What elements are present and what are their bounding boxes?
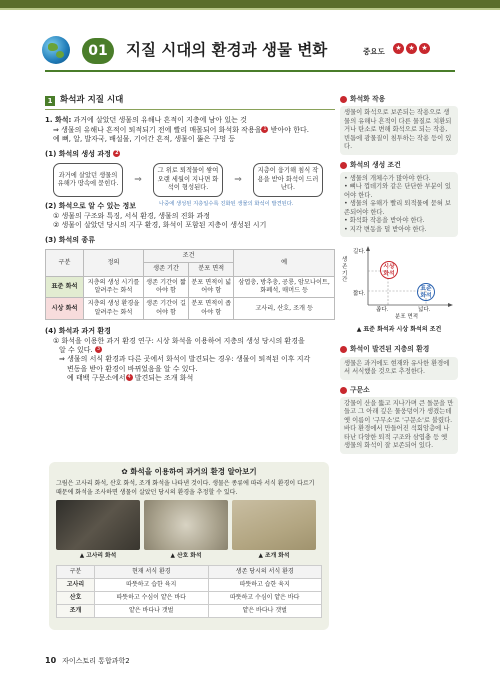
table-row bbox=[46, 276, 335, 298]
side-box bbox=[340, 161, 458, 238]
table-header: 현재 서식 환경 bbox=[95, 565, 209, 578]
photo-caption: ▲ 고사리 화석 bbox=[79, 552, 117, 559]
table-header: 구분 bbox=[57, 565, 95, 578]
star-icon: ★ bbox=[406, 43, 417, 54]
chart-y-label: 생존 기간 bbox=[342, 257, 348, 284]
habitat-table bbox=[56, 565, 322, 618]
past-item: 변동을 받아 환경이 바뀌었음을 알 수 있다. bbox=[67, 364, 198, 373]
chart-x-tick: 넓다. bbox=[418, 307, 431, 314]
footnote-marker: 3 bbox=[96, 346, 101, 352]
chart-x-tick: 좁다. bbox=[376, 307, 389, 314]
definition-line bbox=[45, 116, 335, 125]
side-box-body: 강물이 산을 뚫고 지나가며 큰 돌문을 만들고 그 아래 깊은 물웅덩이가 생겼는데 옛 이름이 '구무소'로 '구문소'로 불렸다. 바다 환경에서 만들어진 석회암층에 나타난 다양한 퇴적 구조와 삼엽충 등 옛 생물의 화석이 잘 보존되어 있다. bbox=[340, 397, 458, 454]
table-cell: 얕은 바다나 갯벌 bbox=[95, 605, 209, 618]
globe-icon bbox=[42, 36, 70, 64]
subheading-info: (2) 화석으로 알 수 있는 정보 bbox=[45, 202, 137, 211]
subheading-process bbox=[45, 150, 335, 159]
table-row bbox=[57, 605, 322, 618]
row-label: 표준 화석 bbox=[46, 276, 84, 298]
past-item-text: 알 수 있다. bbox=[59, 346, 93, 354]
book-title: 자이스토리 통합과학2 bbox=[62, 656, 130, 665]
explore-box bbox=[49, 462, 329, 630]
row-label: 조개 bbox=[57, 605, 95, 618]
chart-caption: ▲ 표준 화석과 시상 화석의 조건 bbox=[356, 326, 442, 334]
table-cell: 생존 기간이 짧아야 함 bbox=[144, 276, 189, 298]
table-cell: 고사리, 산호, 조개 등 bbox=[234, 298, 335, 320]
subheading-types: (3) 화석의 종류 bbox=[45, 235, 95, 244]
side-box-head bbox=[340, 161, 458, 170]
footnote-marker: 1 bbox=[263, 125, 267, 132]
fossil-photos bbox=[56, 500, 322, 550]
star-icon: ★ bbox=[419, 43, 430, 54]
facies-fossil-marker: 시상 화석 bbox=[380, 261, 398, 279]
info-block bbox=[45, 202, 335, 230]
past-item: ⇒ 생물의 서식 환경과 다른 곳에서 화석이 발견되는 경우: 생물이 퇴적된 이후 지각 bbox=[59, 355, 311, 364]
explore-text: 그림은 고사리 화석, 산호 화석, 조개 화석을 나타낸 것이다. 생물은 종류에 따라 서식 환경이 다르기 때문에 화석을 조사하면 생물이 살았던 당시의 환경을 추정할 수 있다. bbox=[56, 480, 315, 496]
definition: 과거에 살았던 생물의 유해나 흔적이 지층에 남아 있는 것 bbox=[71, 116, 247, 125]
side-box-title: 화석화 작용 bbox=[350, 95, 386, 103]
condition-item: • 지각 변동을 덜 받아야 한다. bbox=[344, 225, 427, 233]
importance-label: 중요도 bbox=[363, 47, 385, 56]
page-footer bbox=[45, 656, 130, 667]
table-cell: 따뜻하고 습한 육지 bbox=[208, 578, 322, 591]
subheading-past: (4) 화석과 과거 환경 bbox=[45, 327, 111, 336]
condition-item: • 생물의 개체수가 많아야 한다. bbox=[344, 174, 431, 182]
sidebar bbox=[340, 95, 458, 460]
table-cell: 따뜻하고 수심이 얕은 바다 bbox=[95, 591, 209, 604]
photo-caption: ▲ 조개 화석 bbox=[258, 552, 290, 559]
page-title: 지질 시대의 환경과 생물 변화 bbox=[126, 41, 328, 59]
table-header: 생존 당시의 서식 환경 bbox=[208, 565, 322, 578]
shell-fossil-image bbox=[232, 500, 316, 550]
index-fossil-marker: 표준 화석 bbox=[417, 283, 435, 301]
table-cell: 분포 면적이 넓어야 함 bbox=[189, 276, 234, 298]
side-note-text: 나중에 생성된 지층일수록 진화된 생물의 화석이 발견된다. bbox=[159, 201, 294, 208]
footnote-marker: 2 bbox=[115, 149, 119, 156]
top-band bbox=[0, 0, 500, 8]
explore-title: ✿ 화석을 이용하여 과거의 환경 알아보기 bbox=[121, 467, 257, 476]
condition-text: ⇒ 생물의 유해나 흔적이 퇴적되기 전에 빨리 매몰되어 화석화 작용을 bbox=[53, 125, 262, 134]
arrow-icon: ⇒ bbox=[134, 175, 142, 186]
chart-y-tick: 짧다. bbox=[353, 291, 366, 298]
condition-item: • 화석화 작용을 받아야 한다. bbox=[344, 217, 425, 225]
flow-step: 지층이 융기해 침식 작용을 받아 화석이 드러난다. bbox=[253, 163, 323, 197]
title-rule bbox=[45, 70, 455, 72]
section-heading bbox=[45, 95, 335, 110]
side-box-head bbox=[340, 345, 458, 354]
table-header: 생존 기간 bbox=[144, 263, 189, 276]
condition-line bbox=[45, 126, 335, 135]
fossil-condition-chart bbox=[340, 243, 458, 339]
main-column bbox=[45, 85, 335, 384]
condition-item: • 뼈나 껍데기와 같은 단단한 부분이 있어야 한다. bbox=[344, 183, 451, 199]
side-box bbox=[340, 95, 458, 155]
photo-caption: ▲ 산호 화석 bbox=[170, 552, 202, 559]
subheading-text: (1) 화석의 생성 과정 bbox=[45, 149, 111, 158]
footnote-marker: 4 bbox=[127, 374, 131, 381]
table-cell: 따뜻하고 습한 육지 bbox=[95, 578, 209, 591]
chart-y-tick: 길다. bbox=[353, 249, 366, 256]
past-example bbox=[45, 374, 335, 383]
table-header: 정의 bbox=[84, 249, 144, 276]
bullet-icon bbox=[340, 162, 347, 169]
table-header: 구분 bbox=[46, 249, 84, 276]
row-label: 시상 화석 bbox=[46, 298, 84, 320]
side-box-head bbox=[340, 386, 458, 395]
section-title: 화석과 지질 시대 bbox=[60, 95, 124, 105]
condition-item: • 생물의 유해가 빨리 퇴적물에 묻혀 보존되어야 한다. bbox=[344, 200, 451, 216]
condition-end: 받아야 한다. bbox=[268, 125, 309, 134]
side-box-body: 생물이 화석으로 보존되는 작용으로 생물의 유해나 흔적이 다른 물질로 치환되거나 탄소로 변해 화석으로 되는 작용, 빈틈에 광물질이 침투하는 작용 등이 있다. bbox=[340, 106, 458, 155]
info-item: ① 생물의 구조와 특징, 서식 환경, 생물의 진화 과정 bbox=[53, 211, 211, 220]
bullet-icon bbox=[340, 346, 347, 353]
row-label: 산호 bbox=[57, 591, 95, 604]
past-example-text: 예 태백 구문소에서 bbox=[67, 374, 126, 383]
flow-step: 그 위로 퇴적물이 쌓여 오랜 세월이 지나면 화석이 형성된다. bbox=[153, 163, 223, 197]
past-item: ① 화석을 이용한 과거 환경 연구: 시상 화석을 이용하여 지층의 생성 당시의 환경을 bbox=[53, 336, 305, 345]
term: 1. 화석: bbox=[45, 116, 72, 125]
section-number: 1 bbox=[45, 96, 55, 106]
side-box-body: 생물은 과거에도 현재와 유사한 환경에서 서식했을 것으로 추정한다. bbox=[340, 357, 458, 380]
example-line: 예 뼈, 알, 발자국, 배설물, 기어간 흔적, 생물이 뚫은 구멍 등 bbox=[53, 135, 236, 144]
side-box-head bbox=[340, 95, 458, 104]
table-cell: 얕은 바다나 갯벌 bbox=[208, 605, 322, 618]
row-label: 고사리 bbox=[57, 578, 95, 591]
side-box bbox=[340, 386, 458, 454]
page-number: 10 bbox=[45, 656, 57, 665]
info-item: ② 생물이 살았던 당시의 지구 환경, 화석이 포함된 지층이 생성된 시기 bbox=[53, 221, 267, 230]
table-row bbox=[57, 578, 322, 591]
arrow-icon: ⇒ bbox=[234, 175, 242, 186]
bullet-icon bbox=[340, 387, 347, 394]
side-box-title: 화석이 발견된 지층의 환경 bbox=[350, 345, 430, 354]
formation-flow bbox=[53, 163, 323, 197]
table-row bbox=[57, 591, 322, 604]
photo-captions bbox=[56, 553, 322, 561]
table-cell: 지층의 생성 시기를 알려주는 화석 bbox=[84, 276, 144, 298]
flow-step: 과거에 살았던 생물의 유해가 땅속에 묻힌다. bbox=[53, 163, 123, 197]
importance-stars bbox=[393, 43, 430, 54]
side-box-title: 화석의 생성 조건 bbox=[350, 160, 401, 169]
side-box-title: 구문소 bbox=[350, 385, 370, 394]
side-box bbox=[340, 345, 458, 379]
table-row bbox=[46, 298, 335, 320]
star-icon: ★ bbox=[393, 43, 404, 54]
past-example-end: 발견되는 조개 화석 bbox=[132, 374, 194, 383]
table-header: 예 bbox=[234, 249, 335, 276]
chapter-number: 01 bbox=[82, 38, 114, 64]
fern-fossil-image bbox=[56, 500, 140, 550]
fossil-types-table bbox=[45, 249, 335, 320]
table-cell: 분포 면적이 좁아야 함 bbox=[189, 298, 234, 320]
coral-fossil-image bbox=[144, 500, 228, 550]
bullet-icon bbox=[340, 96, 347, 103]
side-note bbox=[159, 201, 294, 208]
table-cell: 생존 기간이 길어야 함 bbox=[144, 298, 189, 320]
table-header: 조건 bbox=[144, 249, 234, 262]
table-cell: 삼엽충, 방추충, 공룡, 암모나이트, 화폐석, 매머드 등 bbox=[234, 276, 335, 298]
side-box-body bbox=[340, 172, 458, 238]
table-header: 분포 면적 bbox=[189, 263, 234, 276]
chart-x-label: 분포 면적 bbox=[395, 314, 419, 321]
table-cell: 지층의 생성 환경을 알려주는 화석 bbox=[84, 298, 144, 320]
table-cell: 따뜻하고 수심이 얕은 바다 bbox=[208, 591, 322, 604]
table-header-row bbox=[57, 565, 322, 578]
